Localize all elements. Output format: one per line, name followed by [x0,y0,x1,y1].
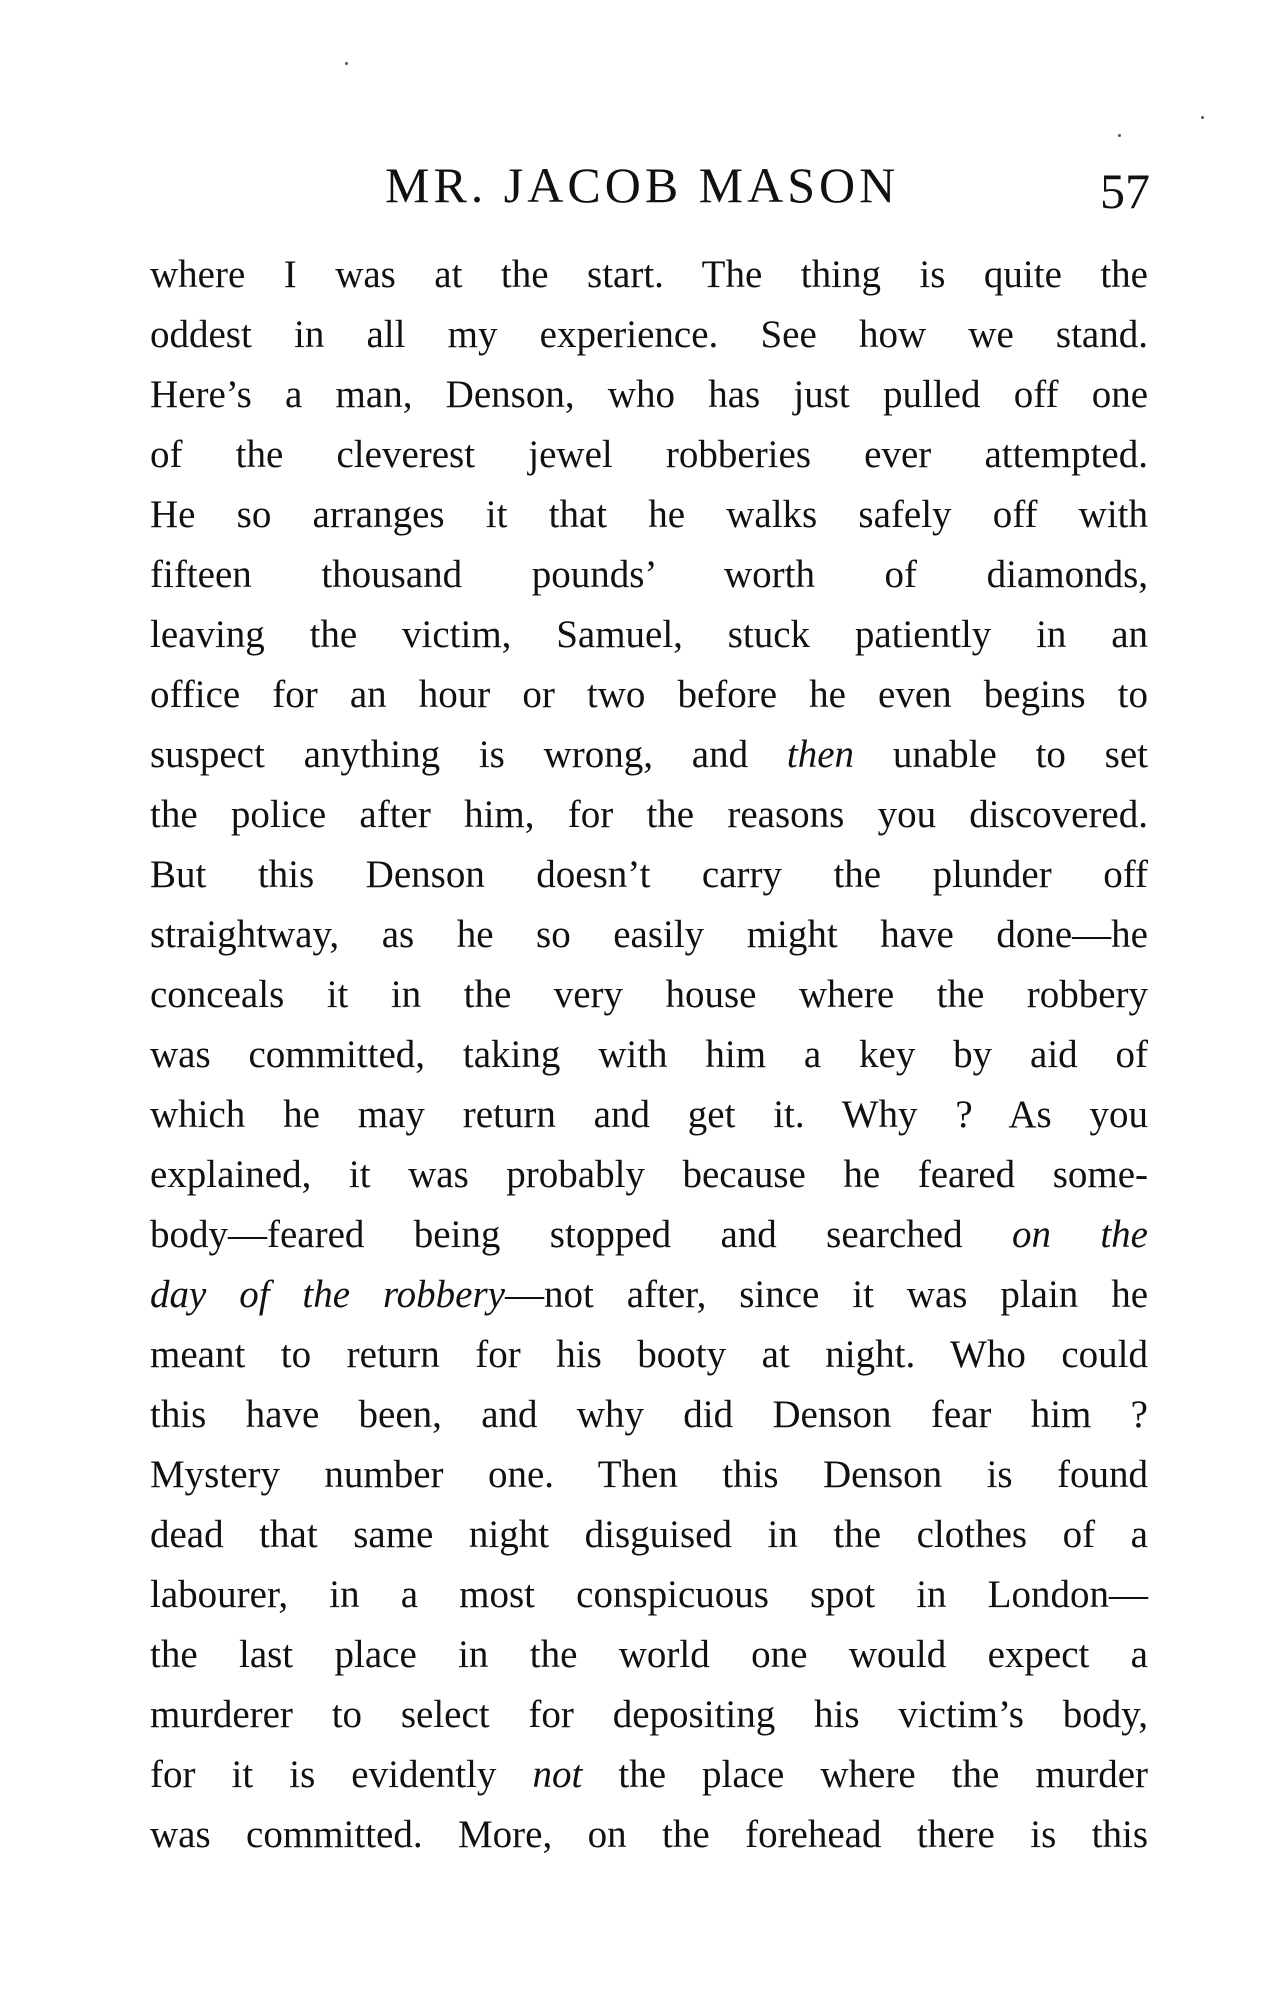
text-segment: the place where the murder [582,1753,1148,1796]
text-line [150,905,1148,965]
text-line [150,1685,1148,1745]
text-segment: body—feared being stopped and searched [150,1213,1012,1256]
text-segment: He so arranges it that he walks safely off with [150,493,1148,536]
text-line [150,1145,1148,1205]
text-segment: office for an hour or two before he even begins to [150,673,1148,716]
text-segment: of the cleverest jewel robberies ever attempted. [150,433,1148,476]
text-segment: was committed. More, on the forehead there is this [150,1813,1148,1856]
text-segment: fifteen thousand pounds’ worth of diamonds, [150,553,1148,596]
text-line [150,1505,1148,1565]
text-line [150,1445,1148,1505]
page-number: 57 [1100,163,1150,219]
text-segment: meant to return for his booty at night. Who could [150,1333,1148,1376]
italic-text: day of the robbery [150,1273,505,1316]
text-segment: explained, it was probably because he feared some- [150,1153,1148,1196]
text-segment: which he may return and get it. Why ? As you [150,1093,1148,1136]
text-line [150,485,1148,545]
text-line [150,1085,1148,1145]
text-line [150,845,1148,905]
text-segment: the police after him, for the reasons you discovered. [150,793,1148,836]
print-speck [345,62,348,65]
italic-text: on the [1011,1213,1148,1256]
text-line [150,365,1148,425]
text-line [150,1205,1148,1265]
text-segment: suspect anything is wrong, and [150,733,787,776]
text-segment: Here’s a man, Denson, who has just pulled off one [150,373,1148,416]
text-segment: oddest in all my experience. See how we stand. [150,313,1148,356]
text-segment: Mystery number one. Then this Denson is found [150,1453,1148,1496]
print-speck [1118,134,1121,137]
text-segment: this have been, and why did Denson fear him ? [150,1393,1148,1436]
text-line [150,1745,1148,1805]
text-line [150,1385,1148,1445]
text-line [150,245,1148,305]
text-segment: was committed, taking with him a key by aid of [150,1033,1148,1076]
text-segment: for it is evidently [150,1753,533,1796]
text-segment: dead that same night disguised in the clothes of a [150,1513,1148,1556]
text-segment: straightway, as he so easily might have done—he [150,913,1148,956]
print-speck [1201,116,1204,119]
text-segment: unable to set [854,733,1149,776]
text-line [150,665,1148,725]
text-segment: conceals it in the very house where the robbery [150,973,1148,1016]
text-line [150,785,1148,845]
running-head [150,157,1150,220]
text-line [150,1025,1148,1085]
text-segment: labourer, in a most conspicuous spot in London— [150,1573,1148,1616]
text-segment: But this Denson doesn’t carry the plunder off [150,853,1148,896]
text-segment: —not after, since it was plain he [504,1273,1148,1316]
text-segment: leaving the victim, Samuel, stuck patiently in an [150,613,1148,656]
text-line [150,605,1148,665]
text-line [150,305,1148,365]
text-line [150,1565,1148,1625]
text-segment: where I was at the start. The thing is quite the [150,253,1148,296]
text-line [150,1325,1148,1385]
text-line [150,1625,1148,1685]
text-line [150,965,1148,1025]
text-line [150,1805,1148,1865]
body-text [150,245,1148,1865]
text-segment: the last place in the world one would expect a [150,1633,1148,1676]
running-title: MR. JACOB MASON [385,157,900,213]
text-segment: murderer to select for depositing his victim’s body, [150,1693,1148,1736]
italic-text: then [786,733,855,776]
italic-text: not [532,1753,583,1796]
text-line [150,545,1148,605]
text-line [150,725,1148,785]
text-line [150,1265,1148,1325]
text-line [150,425,1148,485]
